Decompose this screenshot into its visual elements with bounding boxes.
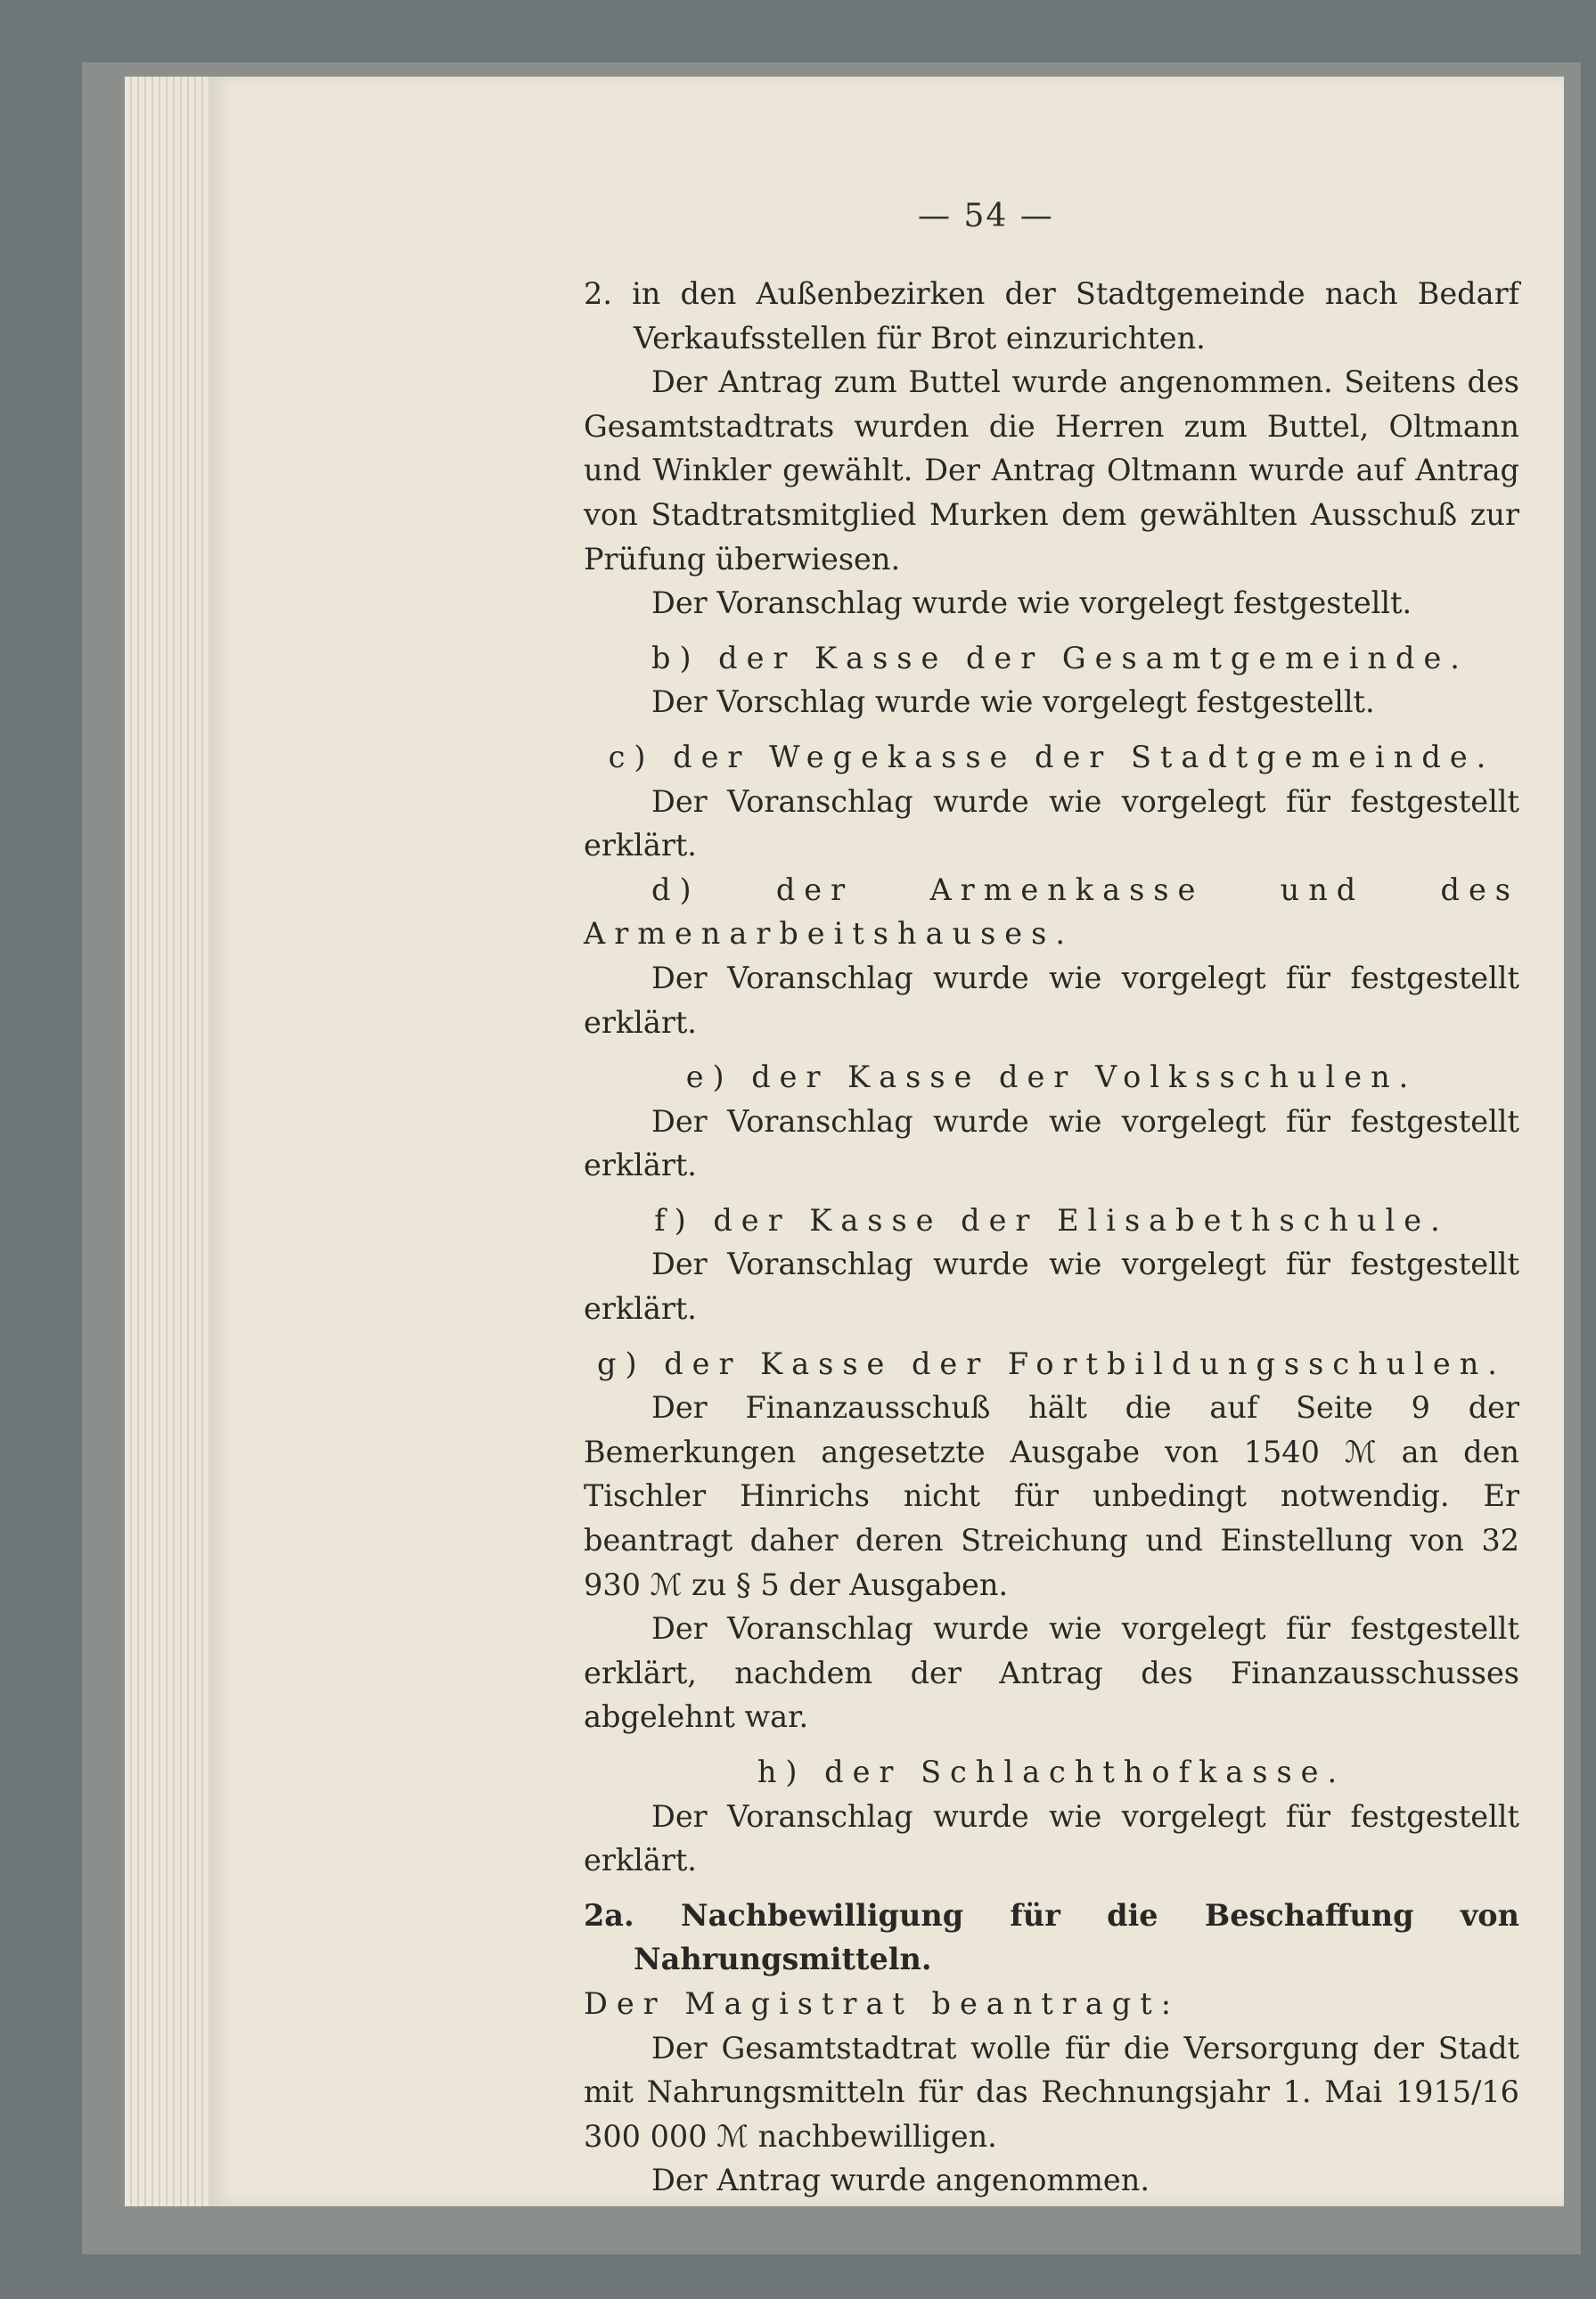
page-number: — 54 —: [918, 198, 1054, 234]
text-e: Der Voranschlag wurde wie vorgelegt für festgestellt erklärt.: [584, 1103, 1519, 1183]
heading-d: d) der Armenkasse und des Armenarbeitshauses.: [584, 871, 1519, 952]
heading-e: e) der Kasse der Volksschulen.: [685, 1060, 1418, 1095]
paragraph-nahrungsmittel: Der Gesamtstadtrat wolle für die Versorgung der Stadt mit Nahrungsmitteln für das Rechnungsjahr 1. Mai 1915/16 300 000 ℳ nachbewilligen.: [584, 2030, 1519, 2154]
text-g-1: Der Finanzausschuß hält die auf Seite 9 der Bemerkungen angesetzte Ausgabe von 1540 ℳ an den Tischler Hinrichs nicht für unbedingt notwendig. Er beantragt daher deren Streichung und Einstellung von 32 930 ℳ zu § 5 der Ausgaben.: [584, 1390, 1519, 1602]
text-h: Der Voranschlag wurde wie vorgelegt für festgestellt erklärt.: [584, 1798, 1519, 1878]
paragraph-voranschlag: Der Voranschlag wurde wie vorgelegt festgestellt.: [651, 585, 1412, 621]
text-d: Der Voranschlag wurde wie vorgelegt für festgestellt erklärt.: [584, 960, 1519, 1040]
paragraph-angenommen: Der Antrag wurde angenommen.: [651, 2163, 1150, 2198]
text-b: Der Vorschlag wurde wie vorgelegt festgestellt.: [651, 684, 1375, 720]
item-2: 2. in den Außenbezirken der Stadtgemeinde nach Bedarf Verkaufsstellen für Brot einzurichten.: [584, 276, 1519, 356]
heading-c: c) der Wegekasse der Stadtgemeinde.: [608, 739, 1495, 774]
item-2a: 2a. Nachbewilligung für die Beschaffung von Nahrungsmitteln.: [584, 1897, 1519, 1977]
text-g-2: Der Voranschlag wurde wie vorgelegt für festgestellt erklärt, nachdem der Antrag des Finanzausschusses abgelehnt war.: [584, 1611, 1519, 1735]
heading-b: b) der Kasse der Gesamtgemeinde.: [651, 640, 1469, 675]
heading-g: g) der Kasse der Fortbildungsschulen.: [597, 1346, 1506, 1381]
heading-f: f) der Kasse der Elisabethschule.: [654, 1202, 1449, 1238]
text-c: Der Voranschlag wurde wie vorgelegt für festgestellt erklärt.: [584, 783, 1519, 863]
page-text: [584, 272, 1519, 2203]
heading-h: h) der Schlachthofkasse.: [757, 1755, 1346, 1789]
magistrat-line: Der Magistrat beantragt:: [584, 1985, 1180, 2021]
paragraph-buttel: Der Antrag zum Buttel wurde angenommen. Seitens des Gesamtstadtrats wurden die Herren zum Buttel, Oltmann und Winkler gewählt. Der Antrag Oltmann wurde auf Antrag von Stadtratsmitglied Murken dem gewählten Ausschuß zur Prüfung überwiesen.: [584, 364, 1519, 577]
text-f: Der Voranschlag wurde wie vorgelegt für festgestellt erklärt.: [584, 1247, 1519, 1327]
